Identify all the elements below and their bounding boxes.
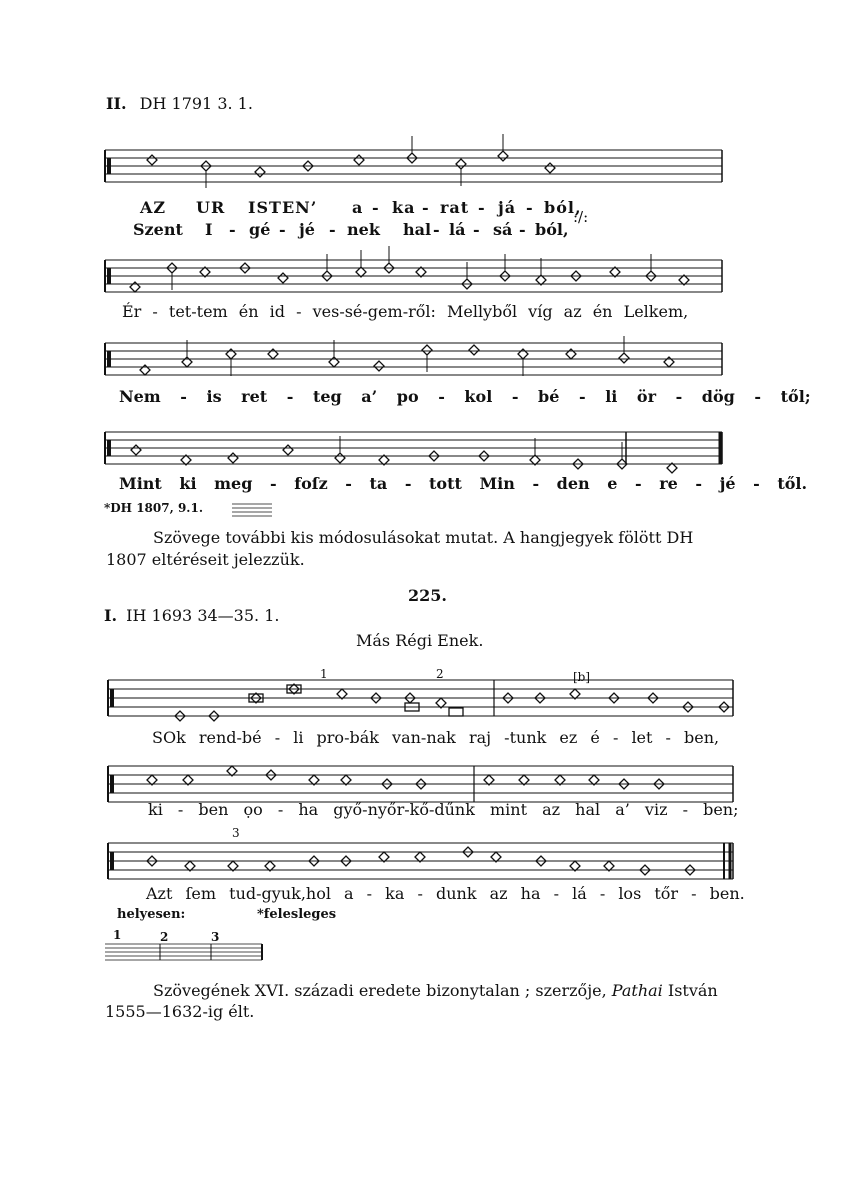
breve-note [449,708,463,716]
c-clef [107,351,111,367]
lyric-word: - [279,220,286,239]
marker-1: 1 [320,667,328,681]
c-clef [107,440,111,456]
note-head [335,453,345,463]
lyric-word: ból, [544,198,582,217]
lyric-word: lá [449,220,466,239]
correction-marker-3: 3 [211,930,220,944]
lyric-word: sá [493,220,513,239]
note-head [456,159,466,169]
note-head [498,151,508,161]
footer-line1 [153,982,718,1000]
note-head [354,155,364,165]
footer-author: Pathai [611,981,663,1000]
note-head [255,167,265,177]
c-clef [110,775,114,793]
lyric-word: rat [440,198,470,217]
marker-3: 3 [232,826,240,840]
footer-line2: 1555—1632-ig élt. [105,1002,255,1021]
c-clef [107,268,111,284]
section-source: DH 1791 3. 1. [139,94,253,113]
commentary-line1: Szövege további kis módosulásokat mutat. A hangjegyek fölött DH [153,528,694,547]
lyric-word: ka [392,198,416,217]
lyric-word: nek [347,220,380,239]
lyric-word: jé [299,220,315,239]
note-head [374,361,384,371]
lyric-word: - [329,220,336,239]
note-head [283,445,293,455]
lyric-word: - [372,198,380,217]
staff5-lyrics: SOk rend-bé - li pro-bák van-nak raj -tunk ez é - let - ben, [152,728,720,747]
felesleges-label: *felesleges [257,907,337,922]
lyric-word: Szent [133,220,183,239]
staff3-lyrics: Nem - is ret - teg a’ po - kol - bé - li ör - dög - től; [119,387,811,406]
note-head [147,155,157,165]
lyric-word: hal [403,220,432,239]
c-clef [107,158,111,174]
footer-text-b: István [667,981,718,1000]
commentary-line2: 1807 eltéréseit jelezzük. [106,550,305,569]
correction-marker-2: 2 [160,930,169,944]
lyric-word: - [433,220,440,239]
lyric-word: - [473,220,480,239]
lyric-word: ból, [535,220,569,239]
correction-marker-1: 1 [113,928,122,942]
marker-b: [b] [573,670,591,684]
repeat-mark: :/: [573,208,589,226]
staff6-lyrics: ki - ben ọo - ha győ-nyőr-kő-dűnk mint az hal a’ viz - ben; [148,800,739,819]
lyric-word: UR [196,198,226,217]
lyric-word: - [229,220,236,239]
c-clef [110,852,114,870]
staff7-lyrics: Azt ſem tud-gyuk,hol a - ka - dunk az ha - lá - los tőr - ben. [146,884,745,903]
note-head [545,163,555,173]
variant-label: *DH 1807, 9.1. [104,501,204,515]
lyric-word: - [422,198,430,217]
note-head [131,445,141,455]
hymn-number: 225. [408,586,447,605]
note-head [278,273,288,283]
c-clef [110,689,114,707]
lyric-word: I [205,220,213,239]
lyric-word: - [478,198,486,217]
note-head [619,353,629,363]
staff4-lyrics: Mint ki meg - foſz - ta - tott Min - den e - re - jé - től. [119,474,808,493]
hymn-title: Más Régi Enek. [356,631,484,650]
note-head [469,345,479,355]
lyric-word: AZ [140,198,167,217]
footer-text-a: Szövegének XVI. századi eredete bizonytalan ; szerzője, [153,981,607,1000]
lyric-word: a [352,198,364,217]
lyric-word: gé [249,220,271,239]
section-source: IH 1693 34—35. 1. [126,606,280,625]
lyric-word: já [498,198,517,217]
section-label: II. [106,94,127,113]
marker-2: 2 [436,667,444,681]
lyric-word: ISTEN’ [248,198,318,217]
note-head [422,345,432,355]
lyric-word: - [519,220,526,239]
section-label: I. [104,606,118,625]
lyric-word: - [526,198,534,217]
helyesen-label: helyesen: [117,907,186,922]
note-head [228,453,238,463]
staff2-lyrics: Ér - tet-tem én id - ves-sé-gem-ről: Mellyből víg az én Lelkem, [122,302,689,321]
